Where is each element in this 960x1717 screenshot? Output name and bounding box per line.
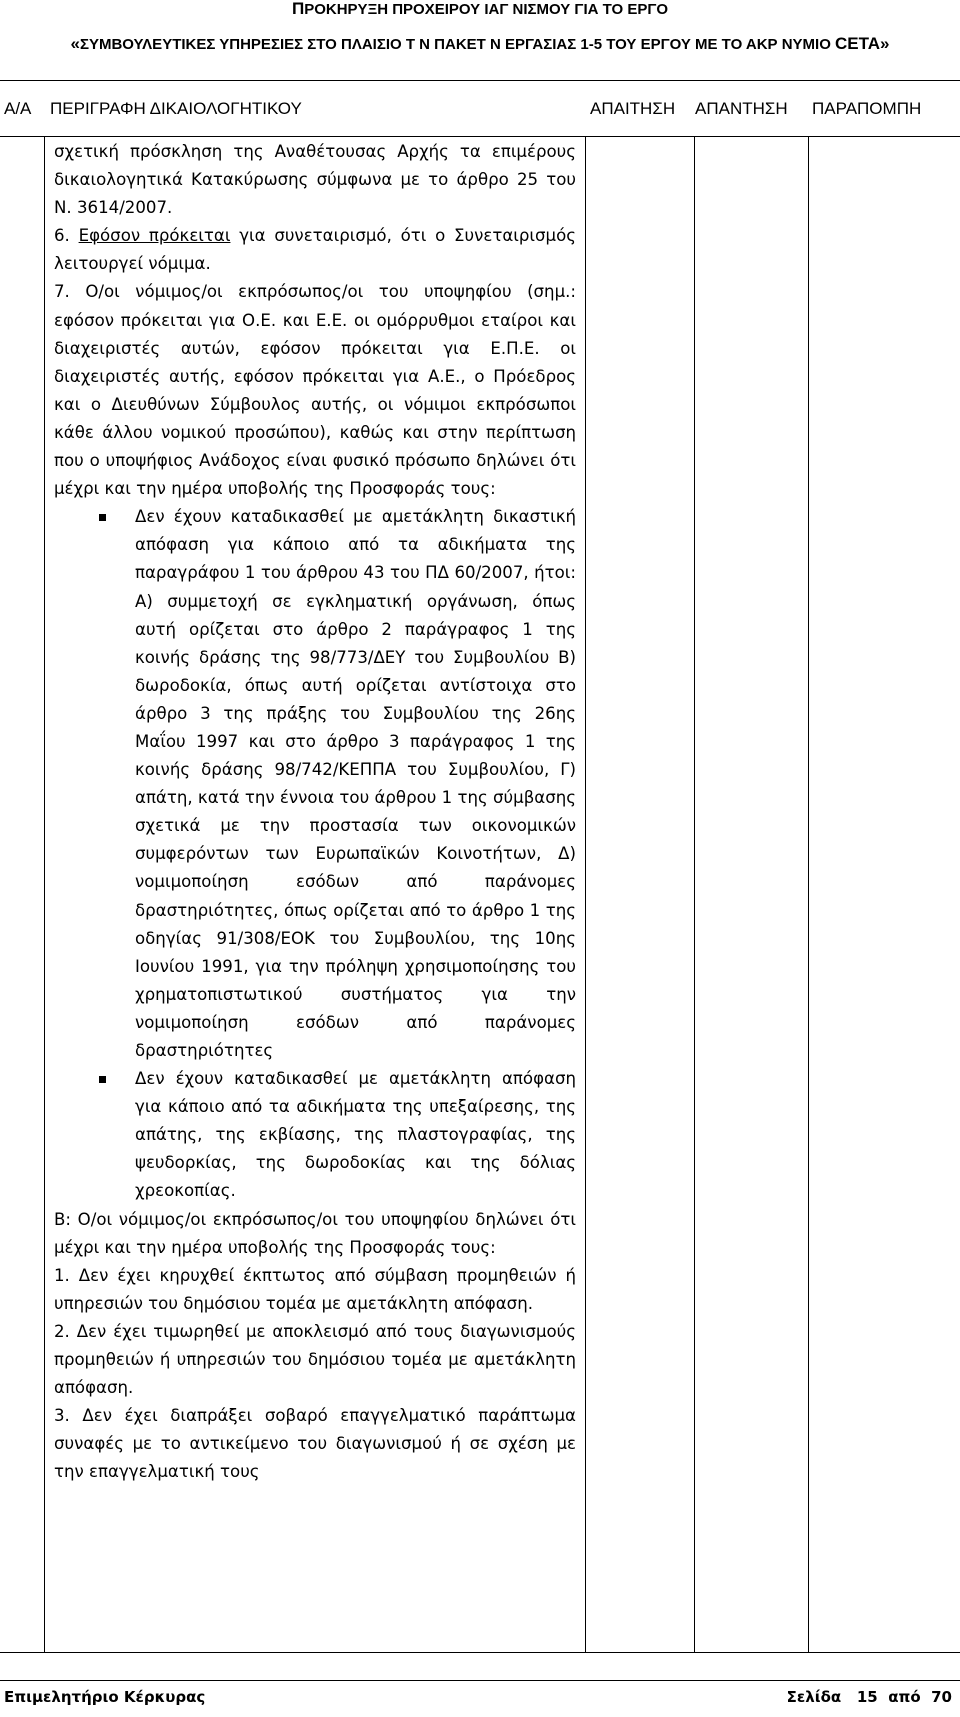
- column-header-aa: Α/Α: [4, 99, 32, 118]
- column-divider: [808, 137, 809, 1652]
- footer-organization: Επιμελητήριο Κέρκυρας: [4, 1688, 206, 1706]
- column-header-requirement: ΑΠΑΙΤΗΣΗ: [590, 99, 676, 118]
- column-divider: [694, 137, 695, 1652]
- paragraph-6: 6. Εφόσον πρόκειται για συνεταιρισμό, ότι ο Συνεταιρισμός λειτουργεί νόμιμα.: [54, 226, 576, 274]
- document-header-title: ΠΡΟΚΗΡΥΞΗ ΠΡΟΧΕΙΡΟΥ ΙΑΓ ΝΙΣΜΟΥ ΓΙΑ ΤΟ ΕΡΓΟ: [291, 0, 669, 18]
- list-item: Δεν έχουν καταδικασθεί με αμετάκλητη δικαστική απόφαση για κάποιο από τα αδικήματα της παραγράφου 1 του άρθρου 43 του ΠΔ 60/2007, ήτοι: Α) συμμετοχή σε εγκληματική οργάνωση, όπως αυτή ορίζεται στο άρθρο 2 παράγραφος 1 της κοινής δράσης της 98/773/ΔΕΥ του Συμβουλίου Β) δωροδοκία, όπως αυτή ορίζεται αντίστοιχα στο άρθρο 3 της πράξης του Συμβουλίου της 26ης Μαΐου 1997 και στο άρθρο 3 παράγραφος 1 της κοινής δράσης 98/742/ΚΕΠΠΑ του Συμβουλίου, Γ) απάτη, κατά την έννοια του άρθρου 1 της σύμβασης σχετικά με την προστασία των οικονομικών συμφερόντων των Ευρωπαϊκών Κοινοτήτων, Δ) νομιμοποίηση εσόδων από παράνομες δραστηριότητες, όπως ορίζεται από το άρθρο 1 της οδηγίας 91/308/ΕΟΚ του Συμβουλίου, της 10ης Ιουνίου 1991, για την πρόληψη χρησιμοποίησης του χρηματοπιστωτικού συστήματος για την νομιμοποίηση εσόδων από παράνομες δραστηριότητες: [54, 503, 576, 1065]
- column-divider: [44, 137, 45, 1652]
- paragraph-b: Β: Ο/οι νόμιμος/οι εκπρόσωπος/οι του υποψηφίου δηλώνει ότι μέχρι και την ημέρα υποβολής της Προσφοράς τους:: [54, 1209, 576, 1257]
- list-item: Δεν έχουν καταδικασθεί με αμετάκλητη απόφαση για κάποιο από τα αδικήματα της υπεξαίρεσης, της απάτης, της εκβίασης, της πλαστογραφίας, της ψευδορκίας, της δωροδοκίας και της δόλιας χρεοκοπίας.: [54, 1065, 576, 1205]
- square-bullet-icon: [99, 514, 106, 521]
- paragraph-7: 7. Ο/οι νόμιμος/οι εκπρόσωπος/οι του υποψηφίου (σημ.: εφόσον πρόκειται για Ο.Ε. και Ε.Ε. οι ομόρρυθμοι εταίροι και διαχειριστές αυτών, εφόσον πρόκειται για Ε.Π.Ε. οι διαχειριστές αυτής, εφόσον πρόκειται για Α.Ε., ο Πρόεδρος και ο Διευθύνων Σύμβουλος αυτής, οι νόμιμοι εκπρόσωποι κάθε άλλου νομικού προσώπου), καθώς και στην περίπτωση που ο υποψήφιος Ανάδοχος είναι φυσικό πρόσωπο δηλώνει ότι μέχρι και την ημέρα υποβολής της Προσφοράς τους:: [54, 282, 576, 499]
- description-cell: [54, 138, 576, 1487]
- column-header-description: ΠΕΡΙΓΡΑΦΗ ΔΙΚΑΙΟΛΟΓΗΤΙΚΟΥ: [50, 99, 302, 118]
- table-header-rule: [0, 136, 960, 137]
- column-header-reference: ΠΑΡΑΠΟΜΠΗ: [812, 99, 922, 118]
- bullet-list: [54, 503, 576, 1205]
- square-bullet-icon: [99, 1076, 106, 1083]
- paragraph-b1: 1. Δεν έχει κηρυχθεί έκπτωτος από σύμβαση προμηθειών ή υπηρεσιών του δημόσιου τομέα με αμετάκλητη απόφαση.: [54, 1265, 576, 1313]
- column-divider: [585, 137, 586, 1652]
- footer-page-number: Σελίδα 15 από 70: [786, 1688, 952, 1706]
- paragraph-b2: 2. Δεν έχει τιμωρηθεί με αποκλεισμό από τους διαγωνισμούς προμηθειών ή υπηρεσιών του δημόσιου τομέα με αμετάκλητη απόφαση.: [54, 1321, 576, 1398]
- column-header-answer: ΑΠΑΝΤΗΣΗ: [695, 99, 788, 118]
- table-bottom-rule: [0, 1652, 960, 1653]
- paragraph-intro: σχετική πρόσκληση της Αναθέτουσας Αρχής τα επιμέρους δικαιολογητικά Κατακύρωσης σύμφωνα με το άρθρο 25 του Ν. 3614/2007.: [54, 142, 576, 218]
- paragraph-b3: 3. Δεν έχει διαπράξει σοβαρό επαγγελματικό παράπτωμα συναφές με το αντικείμενο του διαγωνισμού ή σε σχέση με την επαγγελματική τους: [54, 1406, 576, 1482]
- table-top-rule: [0, 80, 960, 81]
- document-header-subtitle: «ΣΥΜΒΟΥΛΕΥΤΙΚΕΣ ΥΠΗΡΕΣΙΕΣ ΣΤΟ ΠΛΑΙΣΙΟ Τ Ν ΠΑΚΕΤ Ν ΕΡΓΑΣΙΑΣ 1-5 ΤΟΥ ΕΡΓΟΥ ΜΕ ΤΟ ΑΚΡ ΝΥΜΙΟ CETA»: [70, 34, 890, 53]
- footer-rule: [0, 1680, 960, 1681]
